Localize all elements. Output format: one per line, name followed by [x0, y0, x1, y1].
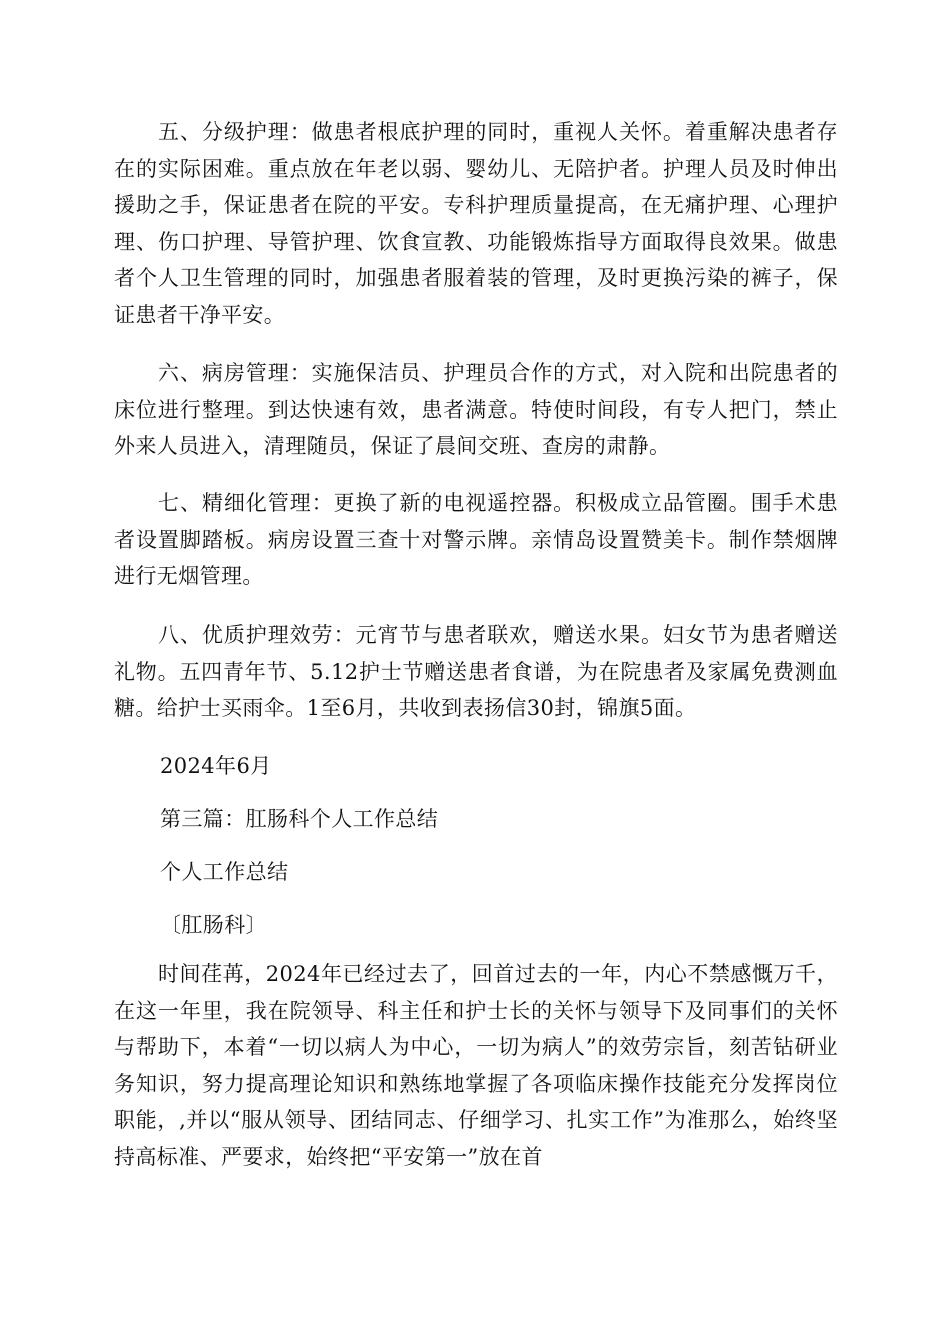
paragraph-grading-nursing: 五、分级护理：做患者根底护理的同时，重视人关怀。着重解决患者存在的实际困难。重点放在年老以弱、婴幼儿、无陪护者。护理人员及时伸出援助之手，保证患者在院的平安。专科护理质量提高，在无痛护理、心理护理、伤口护理、导管护理、饮食宣教、功能锻炼指导方面取得良效果。做患者个人卫生管理的同时，加强患者服着装的管理，及时更换污染的裤子，保证患者干净平安。	[114, 120, 838, 327]
paragraph-intro: 时间荏苒，2024年已经过去了，回首过去的一年，内心不禁感慨万千，在这一年里，我在院领导、科主任和护士长的关怀与领导下及同事们的关怀与帮助下，本着“一切以病人为中心，一切为病人”的效劳宗旨，刻苦钻研业务知识，努力提高理论知识和熟练地掌握了各项临床操作技能充分发挥岗位职能，,并以“服从领导、团结同志、仔细学习、扎实工作”为准那么，始终坚持高标准、严要求，始终把“平安第一”放在首	[114, 962, 838, 1169]
section-title: 第三篇：肛肠科个人工作总结	[160, 807, 439, 831]
paragraph-ward-management: 六、病房管理：实施保洁员、护理员合作的方式，对入院和出院患者的床位进行整理。到达快速有效，患者满意。特使时间段，有专人把门，禁止外来人员进入，清理随员，保证了晨间交班、查房的肃静。	[114, 361, 838, 459]
date-line: 2024年6月	[160, 754, 272, 778]
paragraph-quality-service: 八、优质护理效劳：元宵节与患者联欢，赠送水果。妇女节为患者赠送礼物。五四青年节、5.12护士节赠送患者食谱，为在院患者及家属免费测血糖。给护士买雨伞。1至6月，共收到表扬信30封，锦旗5面。	[114, 623, 838, 721]
department-label: 〔肛肠科〕	[160, 913, 267, 937]
paragraph-refined-management: 七、精细化管理：更换了新的电视遥控器。积极成立品管圈。围手术患者设置脚踏板。病房设置三查十对警示牌。亲情岛设置赞美卡。制作禁烟牌进行无烟管理。	[114, 491, 838, 589]
document-title: 个人工作总结	[160, 860, 289, 884]
